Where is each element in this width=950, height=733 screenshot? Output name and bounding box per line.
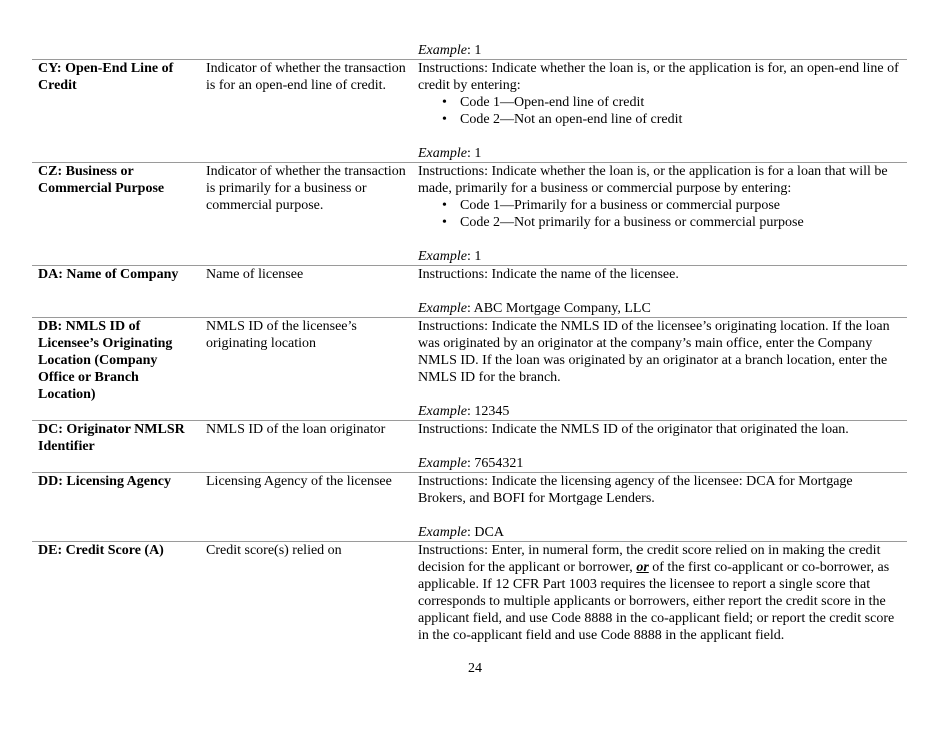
instructions-text: Instructions: Indicate the name of the licensee.: [418, 267, 679, 282]
field-description: Name of licensee: [200, 266, 412, 318]
example-line: [418, 455, 903, 472]
instructions-text: Instructions: Indicate the NMLS ID of the licensee’s originating location. If the loan was originated by an originator at the company’s main office, enter the Company NMLS ID. If the loan was originated by an originator at a branch location, enter the NMLS ID for the branch.: [418, 319, 890, 385]
example-value: : 7654321: [466, 456, 524, 471]
field-description: Licensing Agency of the licensee: [200, 473, 412, 542]
field-instructions-cell: [412, 542, 907, 645]
example-line: [418, 300, 903, 317]
field-description: Credit score(s) relied on: [200, 542, 412, 645]
instructions-text: Instructions: Indicate the licensing agency of the licensee: DCA for Mortgage Brokers, and BOFI for Mortgage Lenders.: [418, 474, 853, 506]
table-row-db: [32, 318, 907, 421]
table-row-cy: [32, 60, 907, 163]
example-value: : 12345: [466, 404, 510, 419]
field-description: NMLS ID of the loan originator: [200, 421, 412, 473]
example-label: Example: [418, 525, 467, 540]
code-item: • Code 1—Primarily for a business or commercial purpose: [460, 197, 903, 214]
instructions-text: [418, 542, 903, 644]
field-instructions-cell: [412, 318, 907, 421]
field-description: NMLS ID of the licensee’s originating location: [200, 318, 412, 421]
field-description: Indicator of whether the transaction is for an open-end line of credit.: [200, 60, 412, 163]
field-name: CZ: Business or Commercial Purpose: [32, 163, 200, 266]
field-instructions-cell: [412, 163, 907, 266]
table-row-dc: [32, 421, 907, 473]
table-row-continuation: [32, 42, 907, 60]
code-list: [418, 197, 903, 231]
example-value: : DCA: [466, 525, 504, 540]
table-row-de: [32, 542, 907, 645]
example-label: Example: [418, 249, 467, 264]
field-definitions-table: [32, 42, 907, 644]
example-cell: [412, 42, 907, 60]
field-name: DC: Originator NMLSR Identifier: [32, 421, 200, 473]
field-instructions-cell: [412, 421, 907, 473]
code-list: [418, 94, 903, 128]
example-value: : 1: [466, 146, 482, 161]
example-label: Example: [418, 404, 467, 419]
emphasis-or: or: [636, 560, 649, 575]
field-instructions-cell: [412, 60, 907, 163]
example-value: : 1: [466, 43, 482, 58]
example-label: Example: [418, 43, 467, 58]
example-value: : ABC Mortgage Company, LLC: [466, 301, 651, 316]
page-number: 24: [468, 661, 482, 676]
example-label: Example: [418, 456, 467, 471]
field-name: DE: Credit Score (A): [32, 542, 200, 645]
instructions-part: Instructions: Enter, in numeral form, the credit score relied on in making the credit decision for the applicant or borrower,: [418, 543, 881, 575]
instructions-text: Instructions: Indicate whether the loan is, or the application is for a loan that will be made, primarily for a business or commercial purpose by entering:: [418, 164, 888, 196]
field-name: DB: NMLS ID of Licensee’s Originating Location (Company Office or Branch Location): [32, 318, 200, 421]
example-line: [418, 145, 903, 162]
field-name: DD: Licensing Agency: [32, 473, 200, 542]
example-line: [418, 248, 903, 265]
example-value: : 1: [466, 249, 482, 264]
field-description: Indicator of whether the transaction is primarily for a business or commercial purpose.: [200, 163, 412, 266]
field-instructions-cell: [412, 473, 907, 542]
table-row-dd: [32, 473, 907, 542]
code-item: • Code 1—Open-end line of credit: [460, 94, 903, 111]
field-instructions-cell: [412, 266, 907, 318]
instructions-text: Instructions: Indicate whether the loan is, or the application is for, an open-end line of credit by entering:: [418, 61, 899, 93]
instructions-part: of the first co-applicant or co-borrower, as applicable. If 12 CFR Part 1003 requires the licensee to report a single score that corresponds to multiple applicants or borrowers, either report the credit score in the applicant field, and use Code 8888 in the co-applicant field; or report the credit score in the co-applicant field and use Code 8888 in the applicant field.: [418, 560, 895, 643]
example-line: [418, 524, 903, 541]
table-row-cz: [32, 163, 907, 266]
code-item: • Code 2—Not primarily for a business or commercial purpose: [460, 214, 903, 231]
example-label: Example: [418, 146, 467, 161]
table-row-da: [32, 266, 907, 318]
field-name: DA: Name of Company: [32, 266, 200, 318]
instructions-text: Instructions: Indicate the NMLS ID of the originator that originated the loan.: [418, 422, 849, 437]
example-line: [418, 403, 903, 420]
code-item: • Code 2—Not an open-end line of credit: [460, 111, 903, 128]
example-label: Example: [418, 301, 467, 316]
field-name: CY: Open-End Line of Credit: [32, 60, 200, 163]
